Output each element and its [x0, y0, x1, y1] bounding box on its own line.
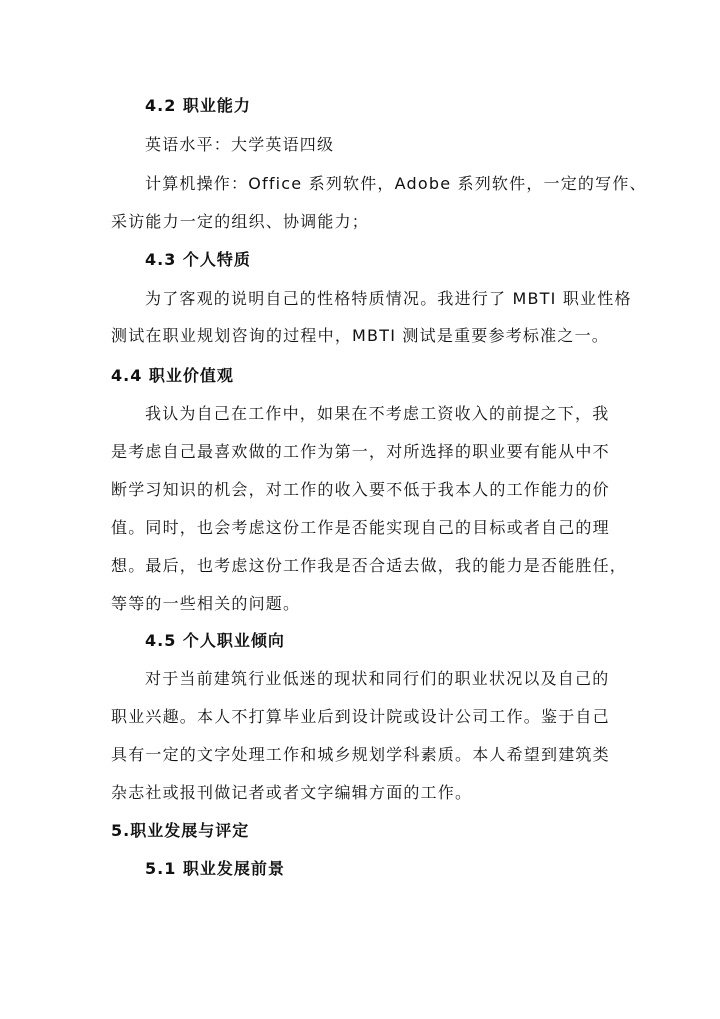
values-line-4: 值。同时，也会考虑这份工作是否能实现自己的目标或者自己的理: [111, 518, 610, 537]
tendency-line-2: 职业兴趣。本人不打算毕业后到设计院或设计公司工作。鉴于自己: [111, 707, 610, 726]
tendency-line-1: 对于当前建筑行业低迷的现状和同行们的职业状况以及自己的: [145, 669, 610, 688]
heading-4-2: 4.2 职业能力: [145, 96, 251, 115]
computer-skills-line-1: 计算机操作：Office 系列软件，Adobe 系列软件，一定的写作、: [145, 174, 647, 193]
traits-line-1: 为了客观的说明自己的性格特质情况。我进行了 MBTI 职业性格: [145, 289, 632, 308]
traits-line-2: 测试在职业规划咨询的过程中，MBTI 测试是重要参考标准之一。: [111, 326, 609, 345]
values-line-6: 等等的一些相关的问题。: [111, 594, 301, 613]
values-line-1: 我认为自己在工作中，如果在不考虑工资收入的前提之下，我: [145, 404, 610, 423]
values-line-2: 是考虑自己最喜欢做的工作为第一，对所选择的职业要有能从中不: [111, 442, 610, 461]
values-line-5: 想。最后，也考虑这份工作我是否合适去做，我的能力是否能胜任，: [111, 556, 628, 575]
heading-4-4: 4.4 职业价值观: [111, 366, 234, 385]
computer-skills-line-2: 采访能力一定的组织、协调能力；: [111, 212, 370, 231]
values-line-3: 断学习知识的机会，对工作的收入要不低于我本人的工作能力的价: [111, 480, 610, 499]
heading-4-5: 4.5 个人职业倾向: [145, 631, 285, 650]
heading-4-3: 4.3 个人特质: [145, 250, 251, 269]
english-level: 英语水平：大学英语四级: [145, 135, 335, 154]
tendency-line-4: 杂志社或报刊做记者或者文字编辑方面的工作。: [111, 783, 473, 802]
heading-5-1: 5.1 职业发展前景: [145, 859, 285, 878]
tendency-line-3: 具有一定的文字处理工作和城乡规划学科素质。本人希望到建筑类: [111, 745, 610, 764]
heading-5: 5.职业发展与评定: [111, 821, 250, 840]
